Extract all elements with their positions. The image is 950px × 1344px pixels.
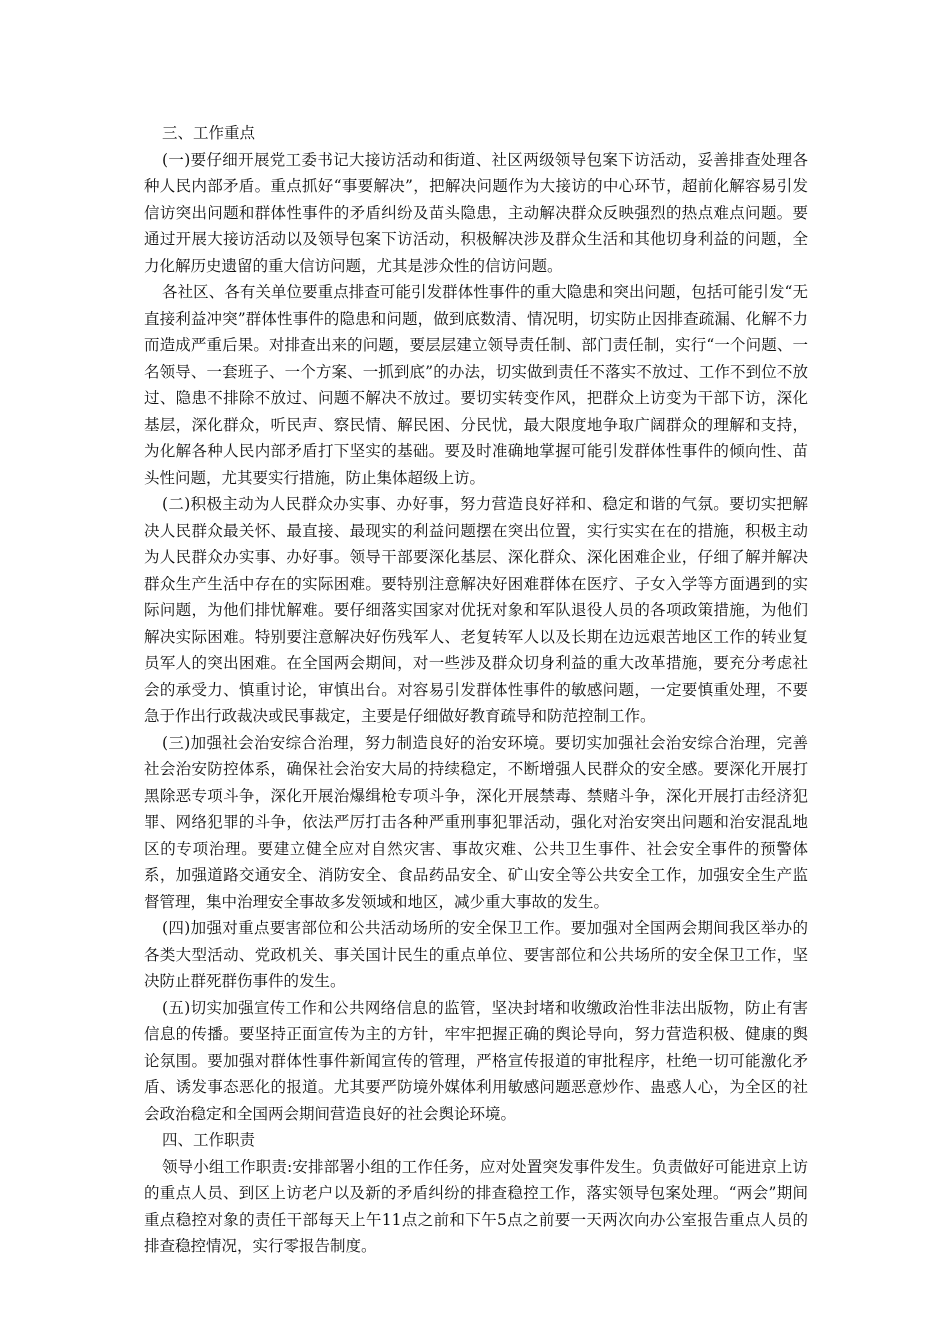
paragraph-leadership-duties: 领导小组工作职责:安排部署小组的工作任务，应对处置突发事件发生。负责做好可能进京上访的重点人员、到区上访老户以及新的矛盾纠纷的排查稳控工作，落实领导包案处理。“两会”期间重点稳控对象的责任干部每天上午11点之前和下午5点之前要一天两次向办公室报告重点人员的排查稳控情况，实行零报告制度。 (144, 1157, 808, 1255)
paragraph-community-investigation: 各社区、各有关单位要重点排查可能引发群体性事件的重大隐患和突出问题，包括可能引发“无直接利益冲突”群体性事件的隐患和问题，做到底数清、情况明，切实防止因排查疏漏、化解不力而造成严重后果。对排查出来的问题，要层层建立领导责任制、部门责任制，实行“一个问题、一名领导、一套班子、一个方案、一抓到底”的办法，切实做到责任不落实不放过、工作不到位不放过、隐患不排除不放过、问题不解决不放过。要切实转变作风，把群众上访变为干部下访，深化基层，深化群众，听民声、察民情、解民困、分民忧，最大限度地争取广阔群众的理解和支持，为化解各种人民内部矛盾打下坚实的基础。要及时准确地掌握可能引发群体性事件的倾向性、苗头性问题，尤其要实行措施，防止集体超级上访。 (144, 283, 808, 487)
paragraph-item-4: (四)加强对重点要害部位和公共活动场所的安全保卫工作。要加强对全国两会期间我区举办的各类大型活动、党政机关、事关国计民生的重点单位、要害部位和公共场所的安全保卫工作，坚决防止群死群伤事件的发生。 (144, 919, 808, 990)
paragraph-item-2: (二)积极主动为人民群众办实事、办好事，努力营造良好祥和、稳定和谐的气氛。要切实把解决人民群众最关怀、最直接、最现实的利益问题摆在突出位置，实行实实在在的措施，积极主动为人民群众办实事、办好事。领导干部要深化基层、深化群众、深化困难企业，仔细了解并解决群众生产生活中存在的实际困难。要特别注意解决好困难群体在医疗、子女入学等方面遇到的实际问题，为他们排忧解难。要仔细落实国家对优抚对象和军队退役人员的各项政策措施，为他们解决实际困难。特别要注意解决好伤残军人、老复转军人以及长期在边远艰苦地区工作的转业复员军人的突出困难。在全国两会期间，对一些涉及群众切身利益的重大改革措施，要充分考虑社会的承受力、慎重讨论，审慎出台。对容易引发群体性事件的敏感问题，一定要慎重处理，不要急于作出行政裁决或民事裁定，主要是仔细做好教育疏导和防范控制工作。 (144, 495, 808, 725)
paragraph-item-1: (一)要仔细开展党工委书记大接访活动和街道、社区两级领导包案下访活动，妥善排查处理各种人民内部矛盾。重点抓好“事要解决”，把解决问题作为大接访的中心环节，超前化解容易引发信访突出问题和群体性事件的矛盾纠纷及苗头隐患，主动解决群众反映强烈的热点难点问题。要通过开展大接访活动以及领导包案下访活动，积极解决涉及群众生活和其他切身利益的问题，全力化解历史遗留的重大信访问题，尤其是涉众性的信访问题。 (144, 150, 808, 275)
paragraph-item-5: (五)切实加强宣传工作和公共网络信息的监管，坚决封堵和收缴政治性非法出版物，防止有害信息的传播。要坚持正面宣传为主的方针，牢牢把握正确的舆论导向，努力营造积极、健康的舆论氛围。要加强对群体性事件新闻宣传的管理，严格宣传报道的审批程序，杜绝一切可能激化矛盾、诱发事态恶化的报道。尤其要严防境外媒体利用敏感问题恶意炒作、蛊惑人心，为全区的社会政治稳定和全国两会期间营造良好的社会舆论环境。 (144, 998, 808, 1123)
section-heading-work-focus: 三、工作重点 (162, 124, 256, 142)
document-page (144, 120, 808, 1260)
paragraph-item-3: (三)加强社会治安综合治理，努力制造良好的治安环境。要切实加强社会治安综合治理，完善社会治安防控体系，确保社会治安大局的持续稳定，不断增强人民群众的安全感。要深化开展打黑除恶专项斗争，深化开展治爆缉枪专项斗争，深化开展禁毒、禁赌斗争，深化开展打击经济犯罪、网络犯罪的斗争，依法严厉打击各种严重刑事犯罪活动，强化对治安突出问题和治安混乱地区的专项治理。要建立健全应对自然灾害、事故灾难、公共卫生事件、社会安全事件的预警体系，加强道路交通安全、消防安全、食品药品安全、矿山安全等公共安全工作，加强安全生产监督管理，集中治理安全事故多发领域和地区，减少重大事故的发生。 (144, 733, 808, 911)
section-heading-work-duties: 四、工作职责 (162, 1131, 256, 1149)
